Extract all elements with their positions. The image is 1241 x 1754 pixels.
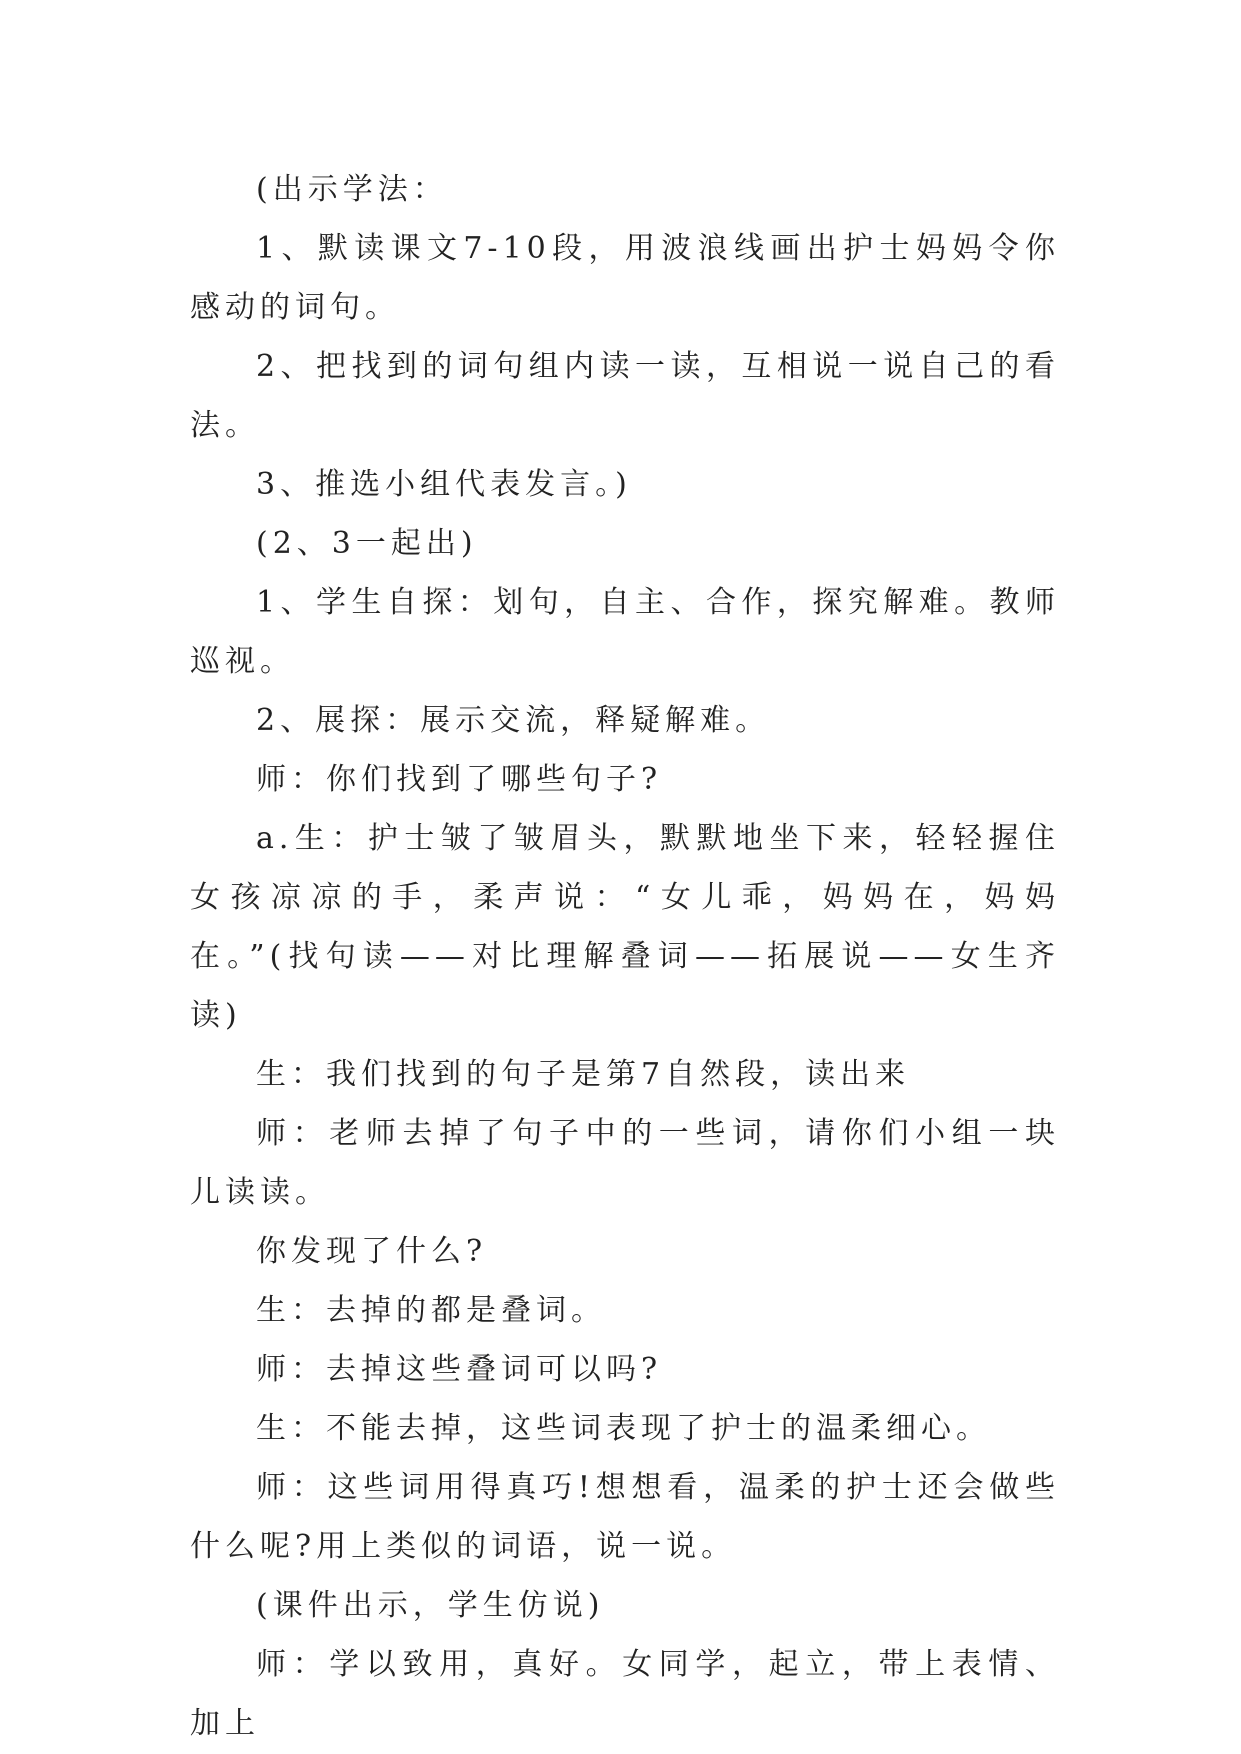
paragraph-student-cannot: 生：不能去掉，这些词表现了护士的温柔细心。: [256, 1411, 991, 1446]
paragraph-show-explore: 2、展探：展示交流，释疑解难。: [256, 703, 771, 738]
paragraph-teacher-clever: 师：这些词用得真巧!想想看，温柔的护士还会做些什么呢?用上类似的词语，说一说。: [190, 1470, 1060, 1564]
paragraph-what-found: 你发现了什么?: [256, 1234, 488, 1269]
paragraph-method-2: 2、把找到的词句组内读一读，互相说一说自己的看法。: [190, 349, 1060, 443]
document-body: [190, 160, 1060, 1753]
paragraph-teacher-apply: 师：学以致用，真好。女同学，起立，带上表情、加上: [190, 1647, 1060, 1741]
paragraph-student-reduplicated: 生：去掉的都是叠词。: [256, 1293, 606, 1328]
paragraph-method-1: 1、默读课文7-10段，用波浪线画出护士妈妈令你感动的词句。: [190, 231, 1060, 325]
paragraph-note: (2、3一起出): [256, 526, 478, 561]
paragraph-self-explore: 1、学生自探：划句，自主、合作，探究解难。教师巡视。: [190, 585, 1060, 679]
paragraph-teacher-question: 师：你们找到了哪些句子?: [256, 762, 663, 797]
paragraph-method-3: 3、推选小组代表发言。): [256, 467, 632, 502]
paragraph-student-a: a.生：护士皱了皱眉头，默默地坐下来，轻轻握住女孩凉凉的手，柔声说：“女儿乖，妈妈在，妈妈在。”(找句读——对比理解叠词——拓展说——女生齐读): [190, 821, 1060, 1033]
paragraph-student-found: 生：我们找到的句子是第7自然段，读出来: [256, 1057, 911, 1092]
paragraph-courseware: (课件出示，学生仿说): [256, 1588, 605, 1623]
paragraph-show-method: (出示学法：: [256, 172, 448, 207]
paragraph-teacher-removed: 师：老师去掉了句子中的一些词，请你们小组一块儿读读。: [190, 1116, 1060, 1210]
paragraph-teacher-can-remove: 师：去掉这些叠词可以吗?: [256, 1352, 663, 1387]
